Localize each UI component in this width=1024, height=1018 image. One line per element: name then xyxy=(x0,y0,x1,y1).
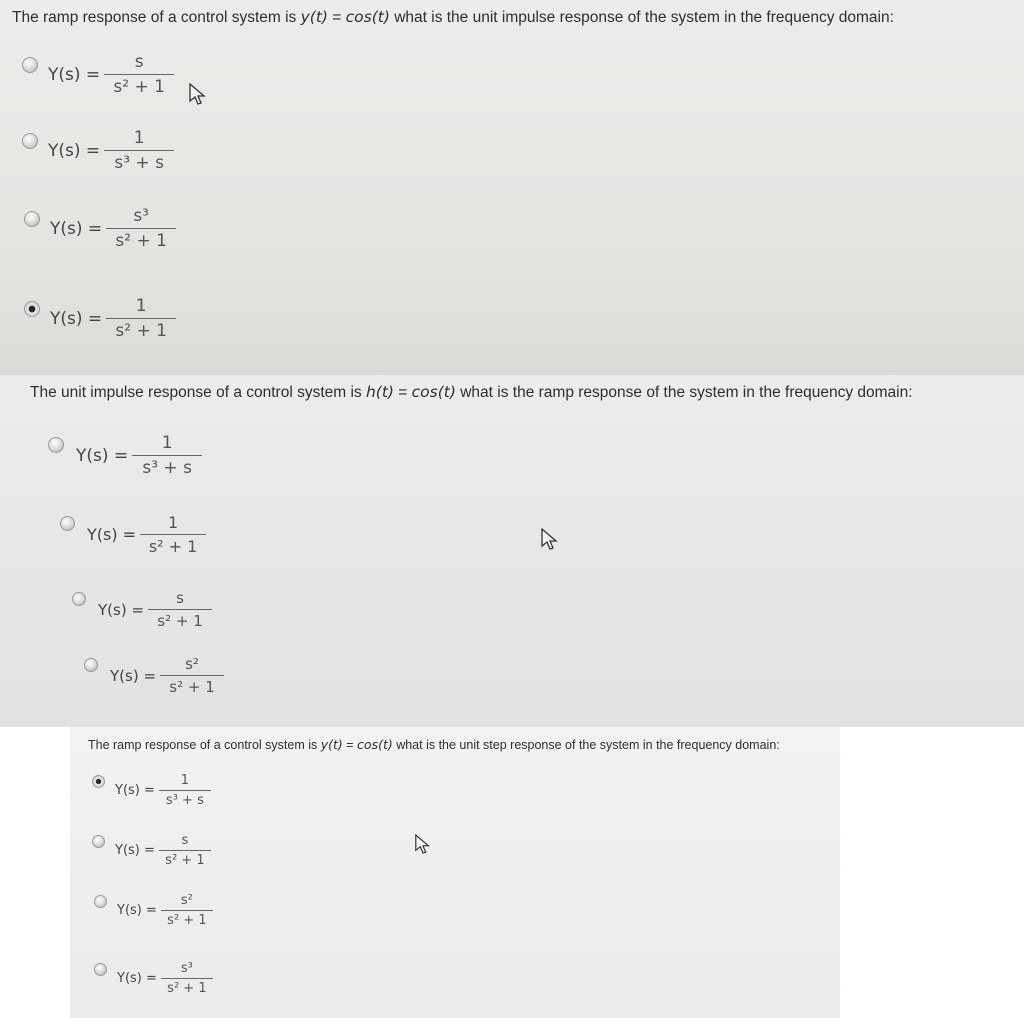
option-denominator: s² + 1 xyxy=(169,678,215,696)
option-numerator: s³ xyxy=(106,206,176,229)
answer-option-4[interactable] xyxy=(24,296,176,341)
option-lhs: Y(s) = xyxy=(48,64,101,85)
radio-button-icon[interactable] xyxy=(94,963,107,976)
mouse-pointer-icon xyxy=(540,527,560,551)
option-denominator: s³ + s xyxy=(142,458,192,478)
question-suffix: what is the ramp response of the system in the frequency domain: xyxy=(455,384,913,401)
option-numerator: 1 xyxy=(140,513,206,535)
option-lhs: Y(s) = xyxy=(117,971,157,986)
question-expression: cos(t) xyxy=(357,737,393,752)
question-text xyxy=(12,8,894,27)
question-equals: = xyxy=(327,9,346,26)
radio-button-icon[interactable] xyxy=(22,133,38,149)
option-numerator: s² xyxy=(161,893,213,911)
question-panel-2 xyxy=(0,375,1024,727)
option-denominator: s² + 1 xyxy=(148,537,198,556)
radio-button-icon[interactable] xyxy=(22,57,38,73)
option-fraction xyxy=(132,433,202,478)
answer-option-2[interactable] xyxy=(92,833,211,868)
radio-button-icon[interactable] xyxy=(84,658,98,672)
question-function: y(t) xyxy=(300,8,328,26)
answer-option-3[interactable] xyxy=(94,893,213,928)
question-panel-1 xyxy=(0,0,1024,375)
option-numerator: 1 xyxy=(159,773,211,791)
option-lhs: Y(s) = xyxy=(50,218,103,239)
option-fraction xyxy=(104,128,174,173)
option-denominator: s² + 1 xyxy=(167,981,207,996)
option-numerator: 1 xyxy=(106,296,176,319)
option-fraction xyxy=(159,833,211,868)
question-prefix: The ramp response of a control system is xyxy=(12,9,301,26)
option-denominator: s² + 1 xyxy=(165,853,205,868)
option-fraction xyxy=(106,296,176,341)
question-expression: cos(t) xyxy=(345,8,390,26)
radio-button-icon[interactable] xyxy=(94,895,107,908)
option-denominator: s³ + s xyxy=(114,153,164,173)
option-denominator: s² + 1 xyxy=(115,321,167,341)
question-function: y(t) xyxy=(320,737,343,752)
option-numerator: s³ xyxy=(161,961,213,979)
option-fraction xyxy=(106,206,176,251)
question-equals: = xyxy=(342,738,358,752)
option-denominator: s³ + s xyxy=(165,793,204,808)
option-fraction xyxy=(148,589,212,630)
option-lhs: Y(s) = xyxy=(117,903,157,918)
option-fraction xyxy=(161,893,213,928)
answer-option-1[interactable] xyxy=(22,52,174,97)
option-numerator: 1 xyxy=(132,433,202,456)
answer-option-3[interactable] xyxy=(24,206,176,251)
radio-button-icon[interactable] xyxy=(60,516,75,531)
answer-option-1[interactable] xyxy=(92,773,211,808)
option-numerator: s xyxy=(148,589,212,610)
answer-option-4[interactable] xyxy=(94,961,213,996)
option-numerator: 1 xyxy=(104,128,174,151)
answer-option-4[interactable] xyxy=(84,655,224,696)
option-numerator: s xyxy=(159,833,211,851)
option-lhs: Y(s) = xyxy=(110,666,157,685)
option-fraction xyxy=(159,773,211,808)
mouse-pointer-icon xyxy=(188,82,208,106)
radio-button-icon[interactable] xyxy=(92,775,105,788)
option-fraction xyxy=(140,513,206,556)
answer-option-3[interactable] xyxy=(72,589,212,630)
option-denominator: s² + 1 xyxy=(157,612,203,630)
option-lhs: Y(s) = xyxy=(87,525,137,544)
question-suffix: what is the unit step response of the system in the frequency domain: xyxy=(392,738,780,752)
option-fraction xyxy=(161,961,213,996)
option-numerator: s xyxy=(104,52,174,75)
question-prefix: The ramp response of a control system is xyxy=(88,738,321,752)
option-fraction xyxy=(104,52,174,97)
question-equals: = xyxy=(393,384,412,401)
question-prefix: The unit impulse response of a control system is xyxy=(30,384,366,401)
option-fraction xyxy=(160,655,224,696)
answer-option-2[interactable] xyxy=(60,513,206,556)
radio-button-icon[interactable] xyxy=(48,437,64,453)
radio-button-icon[interactable] xyxy=(24,211,40,227)
option-lhs: Y(s) = xyxy=(98,600,145,619)
radio-button-icon[interactable] xyxy=(92,835,105,848)
option-denominator: s² + 1 xyxy=(115,231,167,251)
question-text xyxy=(30,383,913,402)
question-panel-3 xyxy=(70,727,840,1018)
mouse-pointer-icon xyxy=(414,833,432,855)
option-lhs: Y(s) = xyxy=(76,445,129,466)
radio-button-icon[interactable] xyxy=(24,301,40,317)
question-text xyxy=(88,737,780,752)
answer-option-1[interactable] xyxy=(48,433,202,478)
option-denominator: s² + 1 xyxy=(113,77,165,97)
option-lhs: Y(s) = xyxy=(115,783,155,798)
option-numerator: s² xyxy=(160,655,224,676)
question-function: h(t) xyxy=(365,383,394,401)
option-denominator: s² + 1 xyxy=(167,913,207,928)
radio-button-icon[interactable] xyxy=(72,592,86,606)
question-expression: cos(t) xyxy=(411,383,456,401)
question-suffix: what is the unit impulse response of the system in the frequency domain: xyxy=(389,9,894,26)
option-lhs: Y(s) = xyxy=(115,843,155,858)
option-lhs: Y(s) = xyxy=(50,308,103,329)
answer-option-2[interactable] xyxy=(22,128,174,173)
option-lhs: Y(s) = xyxy=(48,140,101,161)
